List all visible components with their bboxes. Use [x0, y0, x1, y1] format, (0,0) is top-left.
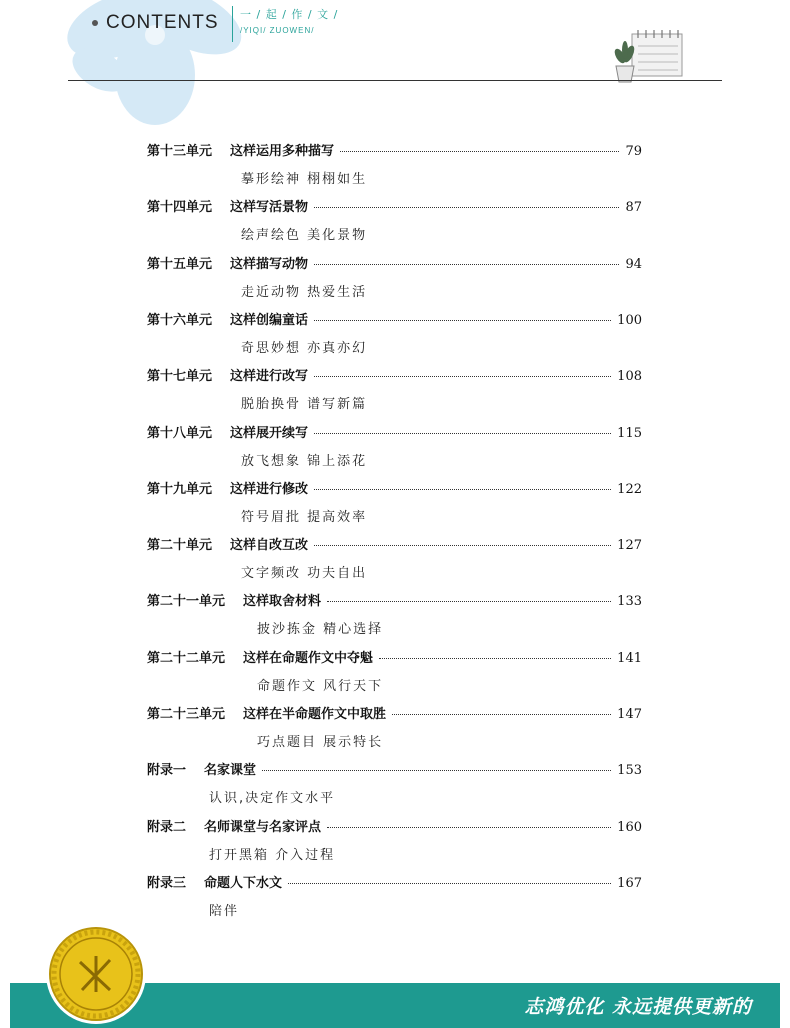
toc-title: 名家课堂	[204, 763, 257, 779]
toc-dot-leader	[314, 489, 611, 490]
toc-unit-label: 第十八单元	[147, 425, 213, 441]
toc-title: 这样运用多种描写	[230, 144, 335, 159]
toc-entry	[147, 703, 642, 750]
toc-dot-leader	[340, 151, 619, 152]
toc-page-number: 153	[617, 763, 642, 779]
toc-entry	[147, 534, 642, 582]
footer-slogan: 志鸿优化 永远提供更新的	[524, 996, 752, 1018]
toc-entry	[147, 253, 642, 300]
toc-entry	[147, 816, 642, 863]
toc-entry	[147, 759, 642, 807]
toc-dot-leader	[314, 376, 611, 377]
header-subtitle-cn: 一 / 起 / 作 / 文 /	[240, 8, 339, 21]
toc-page-number: 94	[625, 256, 642, 272]
toc-entry	[147, 422, 642, 469]
toc-dot-leader	[327, 601, 611, 602]
toc-dot-leader	[262, 770, 611, 771]
toc-unit-label: 第二十单元	[147, 538, 213, 554]
toc-unit-label: 第十六单元	[147, 312, 213, 328]
toc-entry	[147, 590, 642, 638]
toc-entry	[147, 478, 642, 525]
toc-page-number: 141	[617, 650, 642, 666]
toc-dot-leader	[314, 545, 611, 546]
contents-label: CONTENTS	[92, 12, 219, 34]
toc-title: 这样取舍材料	[243, 594, 322, 610]
toc-title: 名师课堂与名家评点	[204, 819, 322, 835]
toc-page-number: 147	[617, 707, 642, 722]
toc-entry	[147, 309, 642, 356]
page-header	[0, 0, 790, 130]
toc-unit-label: 第二十二单元	[147, 650, 226, 666]
toc-entry	[147, 196, 642, 244]
toc-dot-leader	[314, 433, 611, 434]
toc-subtitle: 打开黑箱 介入过程	[209, 847, 336, 863]
toc-title: 这样进行修改	[230, 481, 309, 497]
toc-unit-label: 第十七单元	[147, 369, 213, 385]
toc-title: 这样写活景物	[230, 200, 309, 216]
toc-entry	[147, 872, 642, 919]
toc-subtitle: 命题作文 风行天下	[257, 678, 384, 694]
toc-title: 命题人下水文	[204, 875, 283, 891]
toc-title: 这样自改互改	[230, 538, 309, 554]
toc-subtitle: 奇思妙想 亦真亦幻	[241, 340, 368, 356]
toc-subtitle: 摹形绘神 栩栩如生	[241, 172, 368, 187]
notebook-plant-icon	[612, 28, 686, 84]
toc-unit-label: 附录一	[147, 763, 187, 779]
toc-dot-leader	[314, 264, 619, 265]
header-divider	[232, 6, 233, 42]
toc-subtitle: 文字频改 功夫自出	[241, 566, 368, 582]
toc-entry	[147, 365, 642, 413]
toc-unit-label: 第十五单元	[147, 256, 213, 272]
toc-title: 这样在命题作文中夺魁	[243, 650, 374, 666]
toc-subtitle: 认识,决定作文水平	[209, 791, 336, 807]
toc-subtitle: 走近动物 热爱生活	[241, 284, 368, 300]
toc-dot-leader	[392, 714, 611, 715]
toc-entry	[147, 647, 642, 694]
toc-dot-leader	[327, 827, 611, 828]
toc-unit-label: 附录三	[147, 875, 187, 891]
toc-title: 这样创编童话	[230, 312, 309, 328]
toc-title: 这样进行改写	[230, 369, 309, 385]
header-rule	[68, 80, 722, 81]
toc-title: 这样在半命题作文中取胜	[243, 707, 387, 722]
toc-subtitle: 脱胎换骨 谱写新篇	[241, 397, 368, 413]
toc-subtitle: 放飞想象 锦上添花	[241, 453, 368, 469]
toc-dot-leader	[379, 658, 611, 659]
toc-dot-leader	[314, 207, 619, 208]
toc-page-number: 160	[617, 819, 642, 835]
toc-page-number: 100	[617, 312, 642, 328]
toc-page-number: 115	[617, 425, 642, 441]
gold-seal-logo	[44, 922, 148, 1026]
toc-unit-label: 第十四单元	[147, 200, 213, 216]
toc-page-number: 122	[617, 481, 642, 497]
toc-subtitle: 绘声绘色 美化景物	[241, 228, 368, 244]
toc-title: 这样展开续写	[230, 425, 309, 441]
toc-unit-label: 第十三单元	[147, 144, 213, 159]
toc-dot-leader	[314, 320, 611, 321]
toc-subtitle: 巧点题目 展示特长	[257, 735, 384, 750]
toc-dot-leader	[288, 883, 611, 884]
toc-page-number: 79	[625, 144, 642, 159]
toc-unit-label: 第二十一单元	[147, 594, 226, 610]
toc-subtitle: 陪伴	[209, 903, 240, 919]
toc-title: 这样描写动物	[230, 256, 309, 272]
toc-page-number: 167	[617, 875, 642, 891]
toc-page-number: 108	[617, 369, 642, 385]
toc-entry	[147, 140, 642, 187]
toc-unit-label: 第二十三单元	[147, 707, 226, 722]
toc-subtitle: 符号眉批 提高效率	[241, 509, 368, 525]
toc-unit-label: 第十九单元	[147, 481, 213, 497]
toc-page-number: 127	[617, 538, 642, 554]
toc-subtitle: 披沙拣金 精心选择	[257, 622, 384, 638]
toc-page-number: 133	[617, 594, 642, 610]
header-subtitle-en: /YIQI/ ZUOWEN/	[240, 26, 315, 35]
toc-page-number: 87	[625, 200, 642, 216]
toc-unit-label: 附录二	[147, 819, 187, 835]
